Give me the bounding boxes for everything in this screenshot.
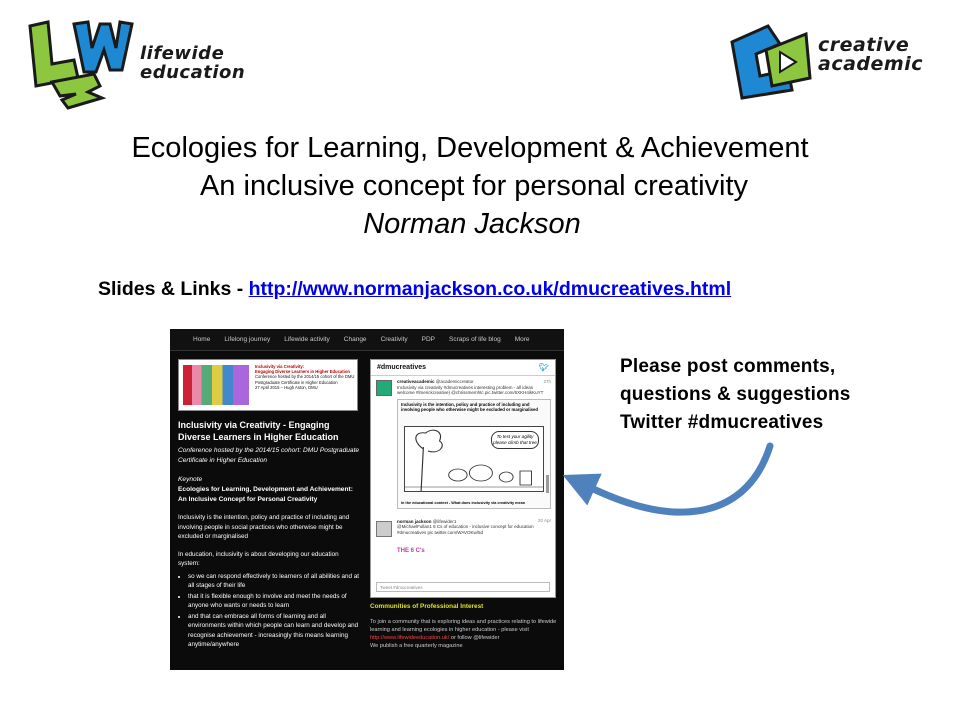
list-item: • and that can embrace all forms of learning and all environments within which people can learn and develop and recognise achievement - increasingly this means learning anytime/anywhere [188, 612, 362, 650]
creative-academic-logo-text: creative academic [818, 34, 923, 75]
communities-link[interactable]: http://www.lifewideeducation.uk/ [370, 635, 450, 641]
conference-banner [178, 359, 358, 411]
slides-links-line [98, 278, 731, 301]
slides-links-url[interactable]: http://www.normanjackson.co.uk/dmucreatives.html [248, 278, 732, 300]
slides-links-label: Slides & Links - [98, 278, 249, 300]
website-main-column [178, 359, 362, 650]
nav-item-lifewide-activity[interactable]: Lifewide activity [284, 336, 330, 343]
list-item: • that it is flexible enough to involve and meet the needs of anyone who wants or needs to learn [188, 592, 362, 611]
slide-subtitle: An inclusive concept for personal creativity [199, 170, 749, 202]
website-subheading: Conference hosted by the 2014/15 cohort: DMU Postgraduate Certificate in Higher Education [178, 447, 360, 464]
comment-line-1: Please post comments, [620, 356, 836, 377]
nav-item-home[interactable]: Home [193, 336, 211, 343]
nav-item-more[interactable]: More [514, 336, 530, 343]
comment-line-2: questions & suggestions [620, 384, 851, 405]
tweet-author: norman jackson [397, 518, 432, 524]
keynote-title: Ecologies for Learning, Development and Achievement: An Inclusive Concept for Personal Creativity [178, 486, 353, 503]
curved-arrow-icon [537, 440, 780, 540]
tweet-input[interactable]: Tweet #dmucreatives [376, 582, 550, 592]
comment-line-3: Twitter #dmucreatives [620, 412, 824, 433]
tweet-1[interactable] [371, 376, 555, 396]
tweet-image-text: THE 6 C's [397, 547, 425, 554]
tweet-2[interactable] [371, 515, 555, 554]
cartoon-speech-bubble: To test your agility please climb that tree [491, 431, 539, 449]
nav-item-lifelong-journey[interactable]: Lifelong journey [224, 336, 271, 343]
nav-item-pdp[interactable]: PDP [421, 336, 436, 343]
creative-academic-logo-mark [726, 20, 816, 100]
twitter-bird-icon: 🐦︎ [538, 363, 549, 372]
education-paragraph: In education, inclusivity is about developing our education system: [178, 550, 339, 567]
cartoon-image [404, 426, 544, 492]
tweet-time: 27h [543, 379, 551, 384]
tweet-text: @MichaelFullan1 6 Cs of education - inclusive concept for education #dmucreatives pic.twitter.com/WAVOKw/5d [397, 524, 534, 535]
tweet-handle: @academiccreator [435, 379, 474, 384]
comment-invitation [620, 353, 851, 437]
lifewide-logo-text: lifewide education [140, 43, 246, 83]
banner-text: Inclusivity via Creativity: Engaging Diverse Learners in Higher Education Conference hosted by the 2014/15 cohort of the DMU Postgraduate Certificate in Higher Education 27 April 2015 – Hugh Aston, DMU [255, 364, 355, 390]
nav-item-scraps-blog[interactable]: Scraps of life blog [449, 336, 501, 343]
communities-section [370, 603, 558, 650]
communities-title: Communities of Professional Interest [370, 603, 484, 610]
slide-title: Ecologies for Learning, Development & Achievement [131, 132, 809, 164]
tweet-image-card[interactable] [397, 399, 551, 509]
nav-item-change[interactable]: Change [343, 336, 367, 343]
list-item: • so we can respond effectively to learners of all abilities and at all stages of their life [188, 572, 362, 591]
slide-author: Norman Jackson [363, 208, 581, 240]
avatar [376, 380, 392, 396]
tweet-text: Inclusivity via creativity #dmucreatives interesting problem - all ideas welcome #lmerickcreative) @chrissmemhtc pic.twitter.com/6XKH4ikKuYT [397, 384, 544, 396]
embedded-website-screenshot [170, 329, 564, 670]
tweet-author: creativeacademic [397, 379, 435, 384]
website-heading: Inclusivity via Creativity - Engaging Diverse Learners in Higher Education [178, 420, 339, 442]
tweet-handle: @lifewider1 [432, 518, 457, 524]
education-bullet-list [178, 572, 362, 650]
creative-academic-logo [726, 20, 941, 100]
banner-image [183, 365, 249, 405]
nav-item-creativity[interactable]: Creativity [380, 336, 408, 343]
website-nav-bar [170, 329, 564, 351]
communities-text: To join a community that is exploring ideas and practices relating to lifewide learning and learning ecologies in higher education - please visit http://www.lifewideeducation.uk/ or follow @lifewider We publish a free quarterly magazine [370, 619, 557, 649]
twitter-widget-header: #dmucreatives 🐦︎ [371, 360, 555, 376]
inclusivity-paragraph: Inclusivity is the intention, policy and practice of including and involving people in social practices who otherwise might be excluded or marginalised [178, 514, 350, 540]
lifewide-education-logo [22, 14, 262, 114]
tweet-card-caption: Inclusivity is the intention, policy and practice of including and involving people who otherwise might be excluded or marginalised [401, 401, 539, 412]
tweet-card-footer: In the educational context - What does inclusivity via creativity mean [401, 500, 526, 505]
tweet-time: 20 Apr [537, 517, 551, 523]
keynote-label: Keynote [178, 476, 203, 483]
avatar [376, 521, 392, 537]
twitter-widget [370, 359, 556, 598]
